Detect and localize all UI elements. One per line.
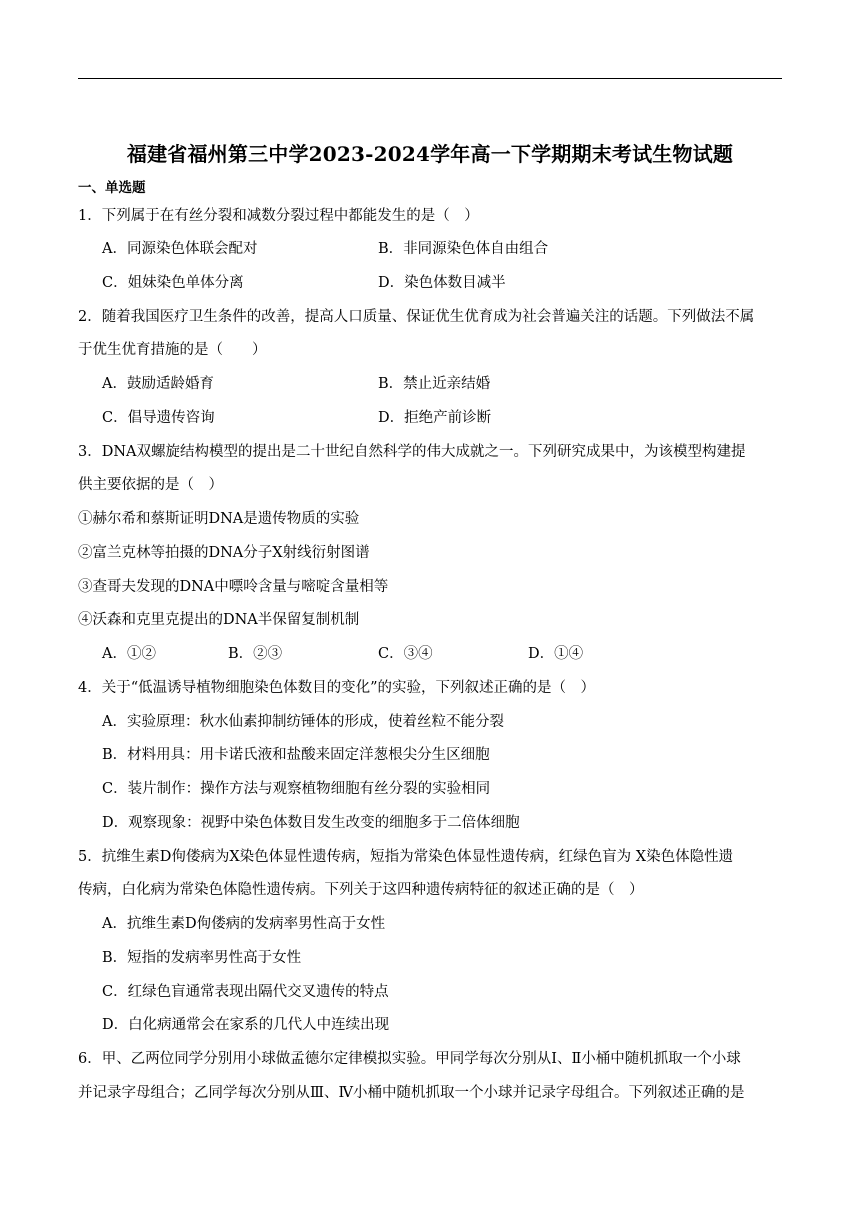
question-3-item-3: ③查哥夫发现的DNA中嘌呤含量与嘧啶含量相等 (78, 579, 389, 595)
question-4-option-a: A．实验原理：秋水仙素抑制纺锤体的形成，使着丝粒不能分裂 (102, 714, 504, 730)
question-1-option-d: D．染色体数目减半 (378, 275, 506, 291)
question-3-stem-line-2: 供主要依据的是（ ） (78, 477, 223, 493)
section-heading: 一、单选题 (78, 180, 146, 196)
question-4-option-c: C．装片制作：操作方法与观察植物细胞有丝分裂的实验相同 (102, 781, 491, 797)
question-1-option-c: C．姐妹染色单体分离 (102, 275, 244, 291)
question-4-stem: 4．关于“低温诱导植物细胞染色体数目的变化”的实验，下列叙述正确的是（ ） (78, 680, 596, 696)
page-title: 福建省福州第三中学2023-2024学年高一下学期期末考试生物试题 (126, 142, 734, 166)
question-3-option-b: B．②③ (228, 646, 283, 662)
question-5-stem-line-2: 传病，白化病为常染色体隐性遗传病。下列关于这四种遗传病特征的叙述正确的是（ ） (78, 882, 644, 898)
question-2-stem-line-1: 2．随着我国医疗卫生条件的改善，提高人口质量、保证优生优育成为社会普遍关注的话题。下列做法不属 (78, 309, 755, 325)
question-5-option-a: A．抗维生素D佝偻病的发病率男性高于女性 (102, 916, 386, 932)
question-2-option-d: D．拒绝产前诊断 (378, 410, 492, 426)
question-6-stem-line-1: 6．甲、乙两位同学分别用小球做孟德尔定律模拟实验。甲同学每次分别从Ⅰ、Ⅱ小桶中随机抓取一个小球 (78, 1051, 741, 1067)
question-3-option-a: A．①② (102, 646, 156, 662)
question-5-stem-line-1: 5．抗维生素D佝偻病为X染色体显性遗传病，短指为常染色体显性遗传病，红绿色盲为 X染色体隐性遗 (78, 849, 734, 865)
question-4-option-d: D．观察现象：视野中染色体数目发生改变的细胞多于二倍体细胞 (102, 815, 520, 831)
question-5-option-b: B．短指的发病率男性高于女性 (102, 950, 302, 966)
question-4-option-b: B．材料用具：用卡诺氏液和盐酸来固定洋葱根尖分生区细胞 (102, 747, 490, 763)
header-rule (78, 78, 782, 79)
question-2-option-c: C．倡导遗传咨询 (102, 410, 215, 426)
question-1-stem: 1．下列属于在有丝分裂和减数分裂过程中都能发生的是（ ） (78, 208, 479, 224)
question-3-option-d: D．①④ (528, 646, 584, 662)
question-2-option-a: A．鼓励适龄婚育 (102, 376, 214, 392)
question-2-stem-line-2: 于优生优育措施的是（ ） (78, 342, 267, 358)
question-1-option-a: A．同源染色体联会配对 (102, 241, 258, 257)
question-6-stem-line-2: 并记录字母组合；乙同学每次分别从Ⅲ、Ⅳ小桶中随机抓取一个小球并记录字母组合。下列叙述正确的是 (78, 1085, 745, 1101)
question-5-option-d: D．白化病通常会在家系的几代人中连续出现 (102, 1017, 390, 1033)
question-3-stem-line-1: 3．DNA双螺旋结构模型的提出是二十世纪自然科学的伟大成就之一。下列研究成果中，为该模型构建提 (78, 444, 746, 460)
question-3-item-4: ④沃森和克里克提出的DNA半保留复制机制 (78, 612, 360, 628)
question-3-option-c: C．③④ (378, 646, 433, 662)
question-3-item-2: ②富兰克林等拍摄的DNA分子X射线衍射图谱 (78, 545, 370, 561)
question-1-option-b: B．非同源染色体自由组合 (378, 241, 549, 257)
question-3-item-1: ①赫尔希和蔡斯证明DNA是遗传物质的实验 (78, 511, 360, 527)
question-5-option-c: C．红绿色盲通常表现出隔代交叉遗传的特点 (102, 984, 389, 1000)
question-2-option-b: B．禁止近亲结婚 (378, 376, 491, 392)
